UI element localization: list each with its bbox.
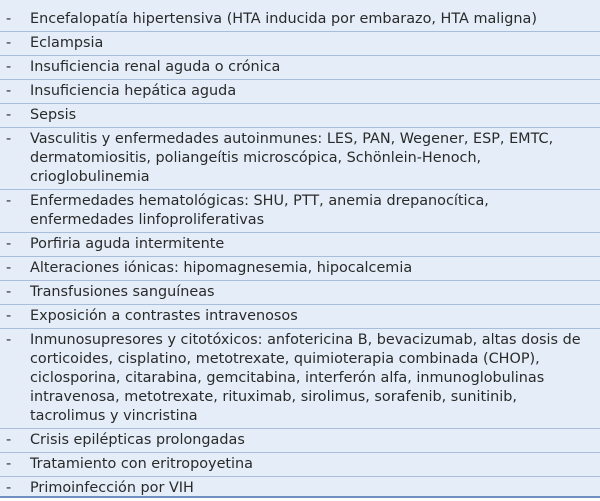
list-bullet: - (6, 308, 12, 324)
list-item (0, 32, 600, 56)
list-item-text: Crisis epilépticas prolongadas (30, 432, 245, 448)
list-item (0, 233, 600, 257)
list-item-text: Vasculitis y enfermedades autoinmunes: LES, PAN, Wegener, ESP, EMTC, dermatomiositis, poliangeítis microscópica, Schönlein-Henoch, crioglobulinemia (30, 131, 554, 185)
list-item (0, 104, 600, 128)
list-item-text: Primoinfección por VIH (30, 480, 194, 496)
list-bullet: - (6, 83, 12, 99)
list-item (0, 329, 600, 429)
list-item (0, 453, 600, 477)
list-bullet: - (6, 131, 12, 147)
list-item (0, 305, 600, 329)
list-item-text: Inmunosupresores y citotóxicos: anfotericina B, bevacizumab, altas dosis de corticoides, cisplatino, metotrexate, quimioterapia combinada (CHOP), ciclosporina, citarabina, gemcitabina, interferón alfa, inmunoglobulinas intravenosa, metotrexate, rituximab, sirolimus, sorafenib, sunitinib, tacrolimus y vincristina (30, 332, 581, 424)
list-item-text: Transfusiones sanguíneas (30, 284, 215, 300)
list-item (0, 56, 600, 80)
list-item-text: Exposición a contrastes intravenosos (30, 308, 298, 324)
list-bullet: - (6, 107, 12, 123)
list-bullet: - (6, 193, 12, 209)
list-bullet: - (6, 260, 12, 276)
list-bullet: - (6, 480, 12, 496)
list-bullet: - (6, 284, 12, 300)
list-bullet: - (6, 11, 12, 27)
list-bullet: - (6, 59, 12, 75)
list-bullet: - (6, 35, 12, 51)
list-item (0, 128, 600, 190)
list-item (0, 477, 600, 501)
list-item-text: Sepsis (30, 107, 77, 123)
list-item-text: Eclampsia (30, 35, 104, 51)
list-bullet: - (6, 432, 12, 448)
list-item (0, 80, 600, 104)
list-item (0, 257, 600, 281)
list-item (0, 190, 600, 233)
list-item-text: Insuficiencia renal aguda o crónica (30, 59, 281, 75)
list-item (0, 8, 600, 32)
list-item-text: Alteraciones iónicas: hipomagnesemia, hipocalcemia (30, 260, 413, 276)
list-item-text: Encefalopatía hipertensiva (HTA inducida por embarazo, HTA maligna) (30, 11, 537, 27)
list-item (0, 429, 600, 453)
list-bullet: - (6, 456, 12, 472)
list-item (0, 281, 600, 305)
list-item-text: Tratamiento con eritropoyetina (30, 456, 253, 472)
list-item-text: Enfermedades hematológicas: SHU, PTT, anemia drepanocítica, enfermedades linfoproliferativas (30, 193, 489, 228)
list-bullet: - (6, 332, 12, 348)
list-bullet: - (6, 236, 12, 252)
list-item-text: Insuficiencia hepática aguda (30, 83, 237, 99)
causes-list (0, 8, 600, 501)
list-item-text: Porfiria aguda intermitente (30, 236, 225, 252)
